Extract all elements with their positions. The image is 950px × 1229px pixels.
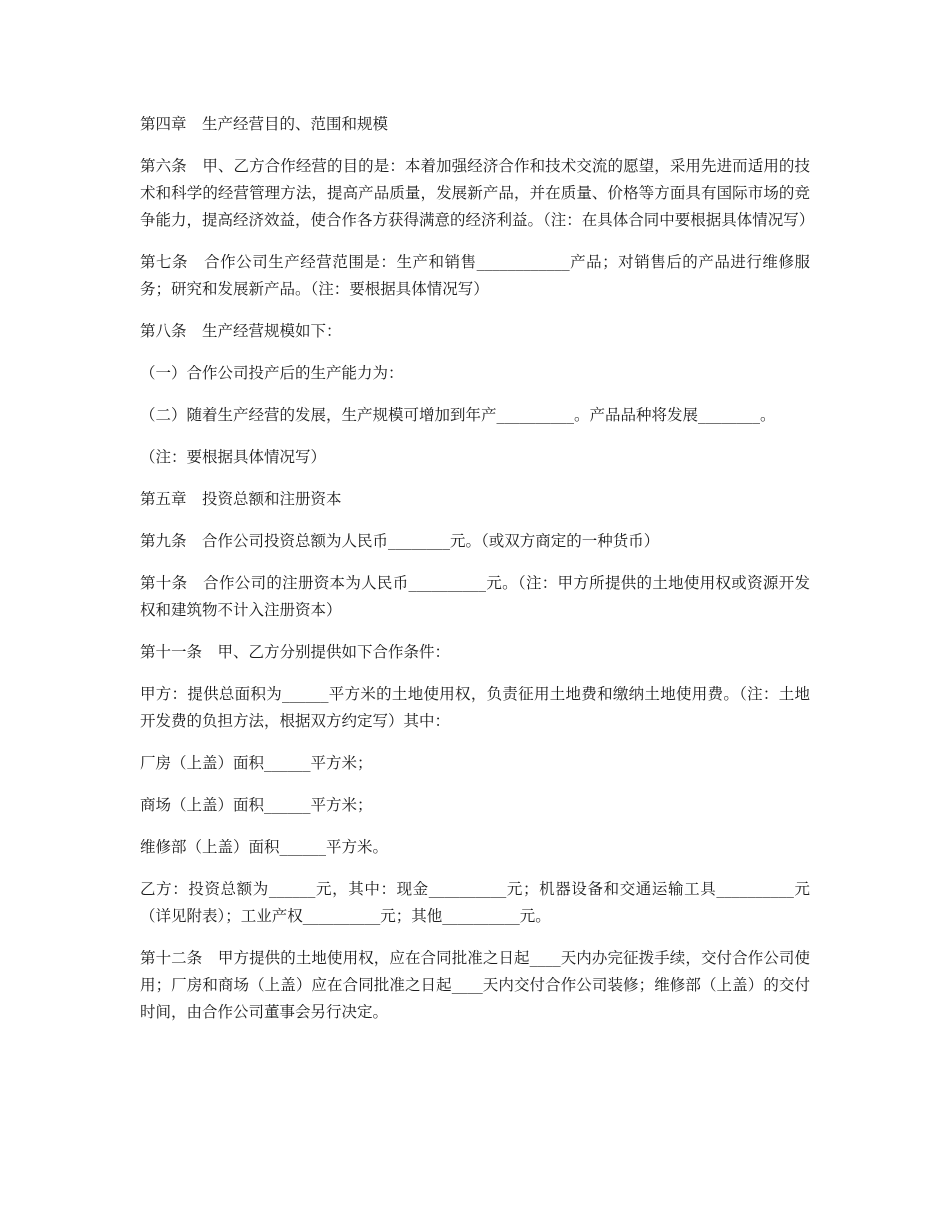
article-8: 第八条 生产经营规模如下：	[140, 322, 342, 340]
market-area: 商场（上盖）面积______平方米；	[140, 796, 373, 814]
article-6: 第六条 甲、乙方合作经营的目的是：本着加强经济合作和技术交流的愿望，采用先进而适用的技术和科学的经营管理方法，提高产品质量，发展新产品，并在质量、价格等方面具有国际市场的竞争能力，提高经济效益，使合作各方获得满意的经济利益。（注：在具体合同中要根据具体情况写）	[140, 157, 815, 229]
party-b-conditions: 乙方：投资总额为______元，其中：现金__________元；机器设备和交通运输工具__________元（详见附表）；工业产权__________元；其他__________元。	[140, 880, 810, 925]
article-8-item-1: （一）合作公司投产后的生产能力为：	[140, 364, 404, 382]
party-a-conditions: 甲方：提供总面积为______平方米的土地使用权，负责征用土地费和缴纳土地使用费。（注：土地开发费的负担方法，根据双方约定写）其中：	[140, 685, 810, 730]
chapter-5-heading: 第五章 投资总额和注册资本	[140, 490, 342, 508]
chapter-4-heading: 第四章 生产经营目的、范围和规模	[140, 115, 389, 133]
repair-area: 维修部（上盖）面积______平方米。	[140, 838, 389, 856]
article-10: 第十条 合作公司的注册资本为人民币__________元。（注：甲方所提供的土地使用权或资源开发权和建筑物不计入注册资本）	[140, 574, 810, 619]
document-page	[140, 111, 815, 1041]
article-7: 第七条 合作公司生产经营范围是：生产和销售____________产品；对销售后的产品进行维修服务；研究和发展新产品。（注：要根据具体情况写）	[140, 253, 810, 298]
article-8-item-2: （二）随着生产经营的发展，生产规模可增加到年产__________。产品品种将发展________。	[140, 406, 776, 424]
article-11: 第十一条 甲、乙方分别提供如下合作条件：	[140, 643, 451, 661]
article-12: 第十二条 甲方提供的土地使用权，应在合同批准之日起____天内办完征拨手续，交付合作公司使用；厂房和商场（上盖）应在合同批准之日起____天内交付合作公司装修；维修部（上盖）的交付时间，由合作公司董事会另行决定。	[140, 949, 810, 1021]
article-8-note: （注：要根据具体情况写）	[140, 448, 327, 466]
factory-area: 厂房（上盖）面积______平方米；	[140, 754, 373, 772]
article-9: 第九条 合作公司投资总额为人民币________元。（或双方商定的一种货币）	[140, 532, 660, 550]
